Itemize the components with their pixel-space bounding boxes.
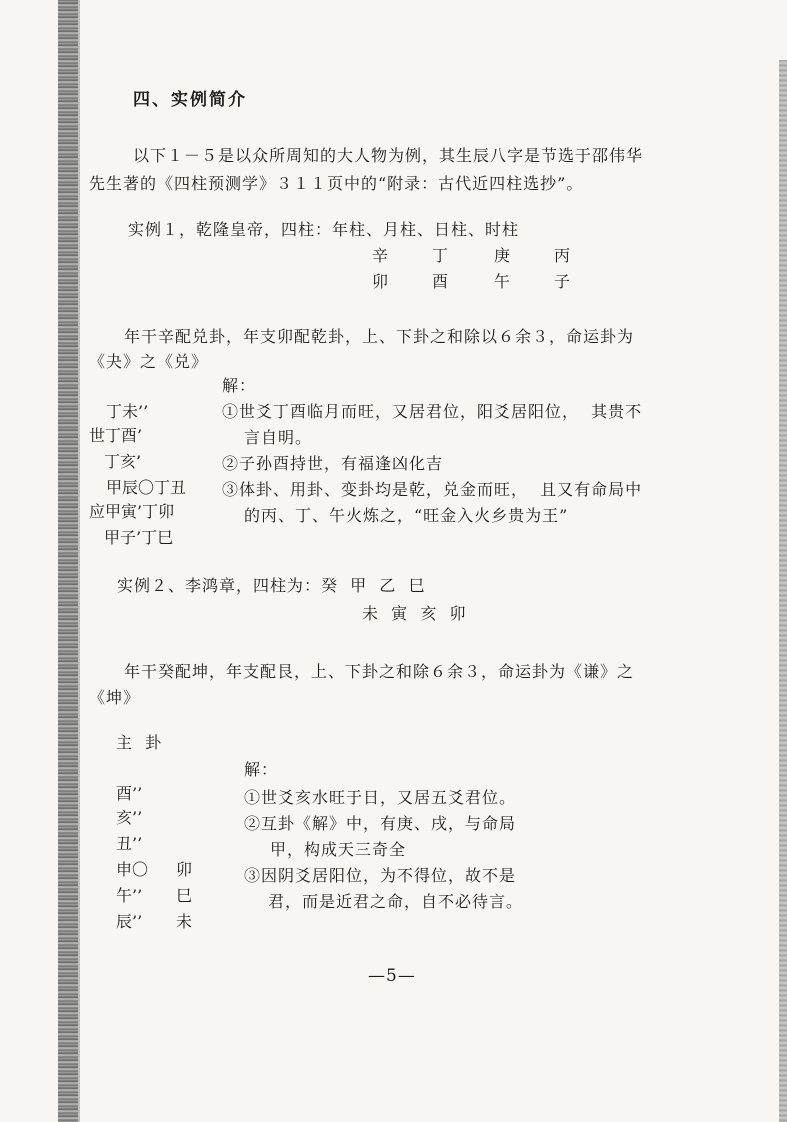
ex2-paragraph-line-1: 年干癸配坤，年支配艮，上、下卦之和除６余３，命运卦为《谦》之 <box>124 662 635 681</box>
ex2-yao-3: 丑’’ <box>116 834 143 853</box>
ex1-note-1-cont: 言自明。 <box>244 428 313 447</box>
ex2-note-3: ③因阴爻居阳位，为不得位，故不是 <box>244 866 517 885</box>
ex2-changed-1: 卯 <box>176 860 194 879</box>
ex1-yao-5: 应甲寅’丁卯 <box>89 502 175 521</box>
ex1-yao-4: 甲辰〇丁丑 <box>106 478 187 497</box>
ex1-note-3: ③体卦、用卦、变卦均是乾，兑金而旺， 且又有命局中 <box>222 480 643 499</box>
ex2-yao-5: 午’’ <box>116 886 143 905</box>
ex2-note-1: ①世爻亥水旺于日，又居五爻君位。 <box>244 788 517 807</box>
ex2-paragraph-line-2: 《坤》 <box>89 688 141 707</box>
ex1-paragraph-line-1: 年干辛配兑卦，年支卯配乾卦，上、下卦之和除以６余３，命运卦为 <box>124 327 635 346</box>
page-number: —5— <box>368 966 416 986</box>
ex2-main-gua: 主 卦 <box>116 733 163 752</box>
ex1-yao-1: 丁未’’ <box>106 402 149 421</box>
ex2-note-2-cont: 甲，构成天三奇全 <box>270 840 407 859</box>
ex1-note-3-cont: 的丙、丁、午火炼之，“旺金入火乡贵为王” <box>244 506 569 525</box>
page-edge-right <box>779 60 787 1122</box>
intro-line-1: 以下１－５是以众所周知的大人物为例，其生辰八字是节选于邵伟华 <box>133 146 644 165</box>
section-heading: 四、实例简介 <box>133 90 247 110</box>
ex2-changed-3: 未 <box>176 912 194 931</box>
ex1-branch-3: 午 <box>494 272 512 291</box>
ex1-yao-3: 丁亥’ <box>104 452 142 471</box>
ex2-yao-4: 申〇 <box>116 860 149 879</box>
intro-line-2: 先生著的《四柱预测学》３１１页中的“附录：古代近四柱选抄”。 <box>89 174 584 193</box>
binding-edge <box>78 0 80 1122</box>
ex1-note-2: ②子孙酉持世，有福逢凶化吉 <box>222 454 444 473</box>
ex1-note-1: ①世爻丁酉临月而旺，又居君位，阳爻居阳位， 其贵不 <box>222 402 643 421</box>
example2-label: 实例２、李鸿章，四柱为：癸 甲 乙 巳 <box>117 576 426 595</box>
ex2-yao-6: 辰’’ <box>116 912 143 931</box>
ex1-branch-2: 酉 <box>432 272 450 291</box>
ex2-note-2: ②互卦《解》中，有庚、戌，与命局 <box>244 814 517 833</box>
ex1-paragraph-line-2: 《夬》之《兑》 <box>89 352 209 371</box>
ex1-stem-1: 辛 <box>372 246 390 265</box>
ex2-jie: 解： <box>244 760 279 779</box>
example1-label: 实例１，乾隆皇帝，四柱：年柱、月柱、日柱、时柱 <box>128 220 520 239</box>
ex2-note-3-cont: 君，而是近君之命，自不必待言。 <box>268 892 524 911</box>
ex1-yao-6: 甲子’丁巳 <box>104 528 174 547</box>
ex2-yao-1: 酉’’ <box>116 784 143 803</box>
ex2-changed-2: 巳 <box>176 886 194 905</box>
ex1-branch-1: 卯 <box>372 272 390 291</box>
ex1-stem-3: 庚 <box>494 246 512 265</box>
ex2-branches: 未 寅 亥 卯 <box>362 604 467 623</box>
ex1-branch-4: 子 <box>554 272 572 291</box>
binding-shadow <box>58 0 78 1122</box>
ex1-stem-2: 丁 <box>432 246 450 265</box>
ex1-jie: 解： <box>222 376 257 395</box>
ex2-yao-2: 亥’’ <box>116 808 143 827</box>
ex1-stem-4: 丙 <box>554 246 572 265</box>
ex1-yao-2: 世丁酉’ <box>89 426 143 445</box>
